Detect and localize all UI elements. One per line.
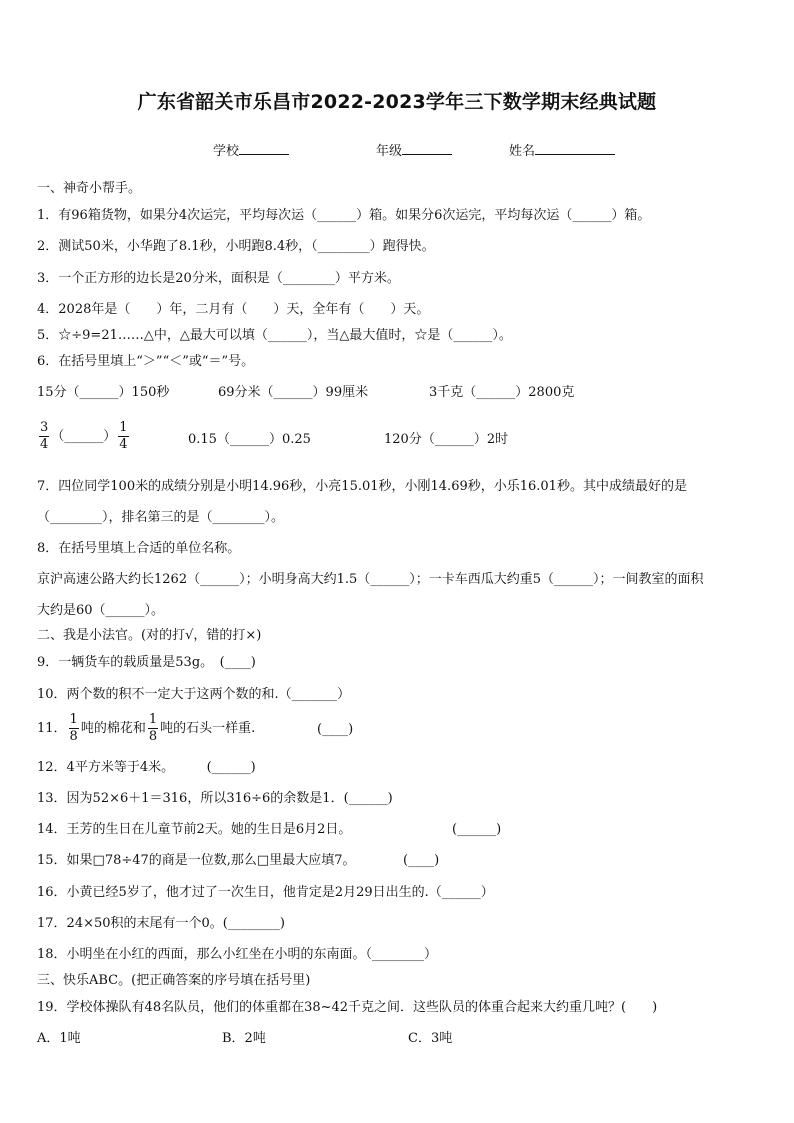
question-4: 4．2028年是（ ）年，二月有（ ）天，全年有（ ）天。 (37, 302, 430, 317)
page-title: 广东省韶关市乐昌市2022-2023学年三下数学期末经典试题 (137, 91, 657, 113)
question-7-line-2: （________），排名第三的是（________）。 (37, 510, 285, 525)
q19-option-c[interactable]: C．3吨 (408, 1031, 453, 1046)
question-15-blank: (____) (403, 853, 440, 868)
q6-item-e: 0.15（______）0.25 (188, 432, 311, 447)
question-15: 15．如果□78÷47的商是一位数,那么□里最大应填7。 (37, 853, 356, 868)
q6-item-c: 3千克（______）2800克 (429, 385, 575, 400)
question-10: 10．两个数的积不一定大于这两个数的和.（_______） (37, 687, 351, 702)
question-19: 19．学校体操队有48名队员，他们的体重都在38~42千克之间．这些队员的体重合起来大约重几吨？( ) (37, 1000, 658, 1015)
grade-field (376, 140, 452, 159)
question-17: 17．24×50积的末尾有一个0。(________) (37, 916, 285, 931)
q6-item-d: $\frac{3}{4}$ （______） $\frac{1}{4}$ (40, 420, 128, 452)
section-heading-1: 一、神奇小帮手。 (37, 181, 142, 196)
school-label: 学校 (213, 144, 240, 159)
question-14-blank: (______) (452, 822, 502, 837)
question-18: 18．小明坐在小红的西面，那么小红坐在小明的东南面。（________） (37, 947, 438, 962)
name-field (509, 140, 615, 159)
question-8: 8．在括号里填上合适的单位名称。 (37, 541, 241, 556)
question-5: 5．☆÷9=21……△中，△最大可以填（______），当△最大值时，☆是（______）。 (37, 328, 512, 343)
question-1: 1．有96箱货物，如果分4次运完，平均每次运（______）箱。如果分6次运完，平均每次运（______）箱。 (37, 208, 651, 223)
q19-option-a[interactable]: A．1吨 (37, 1031, 81, 1046)
fraction: $\frac{3}{4}$ (40, 420, 49, 452)
question-8-line-2: 大约是60（______）。 (37, 603, 165, 618)
question-11: 11． $\frac{1}{8}$ 吨的棉花和 $\frac{1}{8}$ 吨的石头一样重. (37, 712, 256, 744)
question-13: 13．因为52×6＋1＝316，所以316÷6的余数是1．(______) (37, 791, 393, 806)
question-11-blank: (____) (317, 722, 354, 737)
question-9: 9．一辆货车的载质量是53g。 (____) (37, 655, 256, 670)
name-label: 姓名 (509, 144, 536, 159)
question-16: 16．小黄已经5岁了，他才过了一次生日，他肯定是2月29日出生的.（______） (37, 885, 494, 900)
question-6: 6．在括号里填上“＞”“＜”或“＝”号。 (37, 354, 255, 369)
section-heading-2: 二、我是小法官。(对的打√，错的打×) (37, 628, 262, 643)
question-3: 3．一个正方形的边长是20分米，面积是（________）平方米。 (37, 271, 400, 286)
q6-item-b: 69分米（______）99厘米 (218, 385, 369, 400)
q6-item-f: 120分（______）2时 (384, 432, 509, 447)
question-8-line-1: 京沪高速公路大约长1262（______）；小明身高大约1.5（______）；一卡车西瓜大约重5（______）；一间教室的面积 (37, 572, 704, 587)
fraction: $\frac{1}{8}$ (69, 712, 78, 744)
question-14: 14．王芳的生日在儿童节前2天。她的生日是6月2日。 (37, 822, 352, 837)
school-blank[interactable] (239, 140, 289, 155)
question-7-line-1: 7．四位同学100米的成绩分别是小明14.96秒，小亮15.01秒，小刚14.69秒，小乐16.01秒。其中成绩最好的是 (37, 479, 687, 494)
question-2: 2．测试50米，小华跑了8.1秒，小明跑8.4秒，（________）跑得快。 (37, 239, 435, 254)
grade-label: 年级 (376, 144, 403, 159)
name-blank[interactable] (535, 140, 615, 155)
q19-option-b[interactable]: B．2吨 (222, 1031, 266, 1046)
fraction: $\frac{1}{8}$ (148, 712, 158, 744)
school-field (213, 140, 289, 159)
question-12: 12．4平方米等于4米。 (______) (37, 760, 256, 775)
grade-blank[interactable] (402, 140, 452, 155)
section-heading-3: 三、快乐ABC。(把正确答案的序号填在括号里) (37, 973, 311, 988)
q6-item-a: 15分（______）150秒 (37, 385, 170, 400)
fraction: $\frac{1}{4}$ (119, 420, 128, 452)
